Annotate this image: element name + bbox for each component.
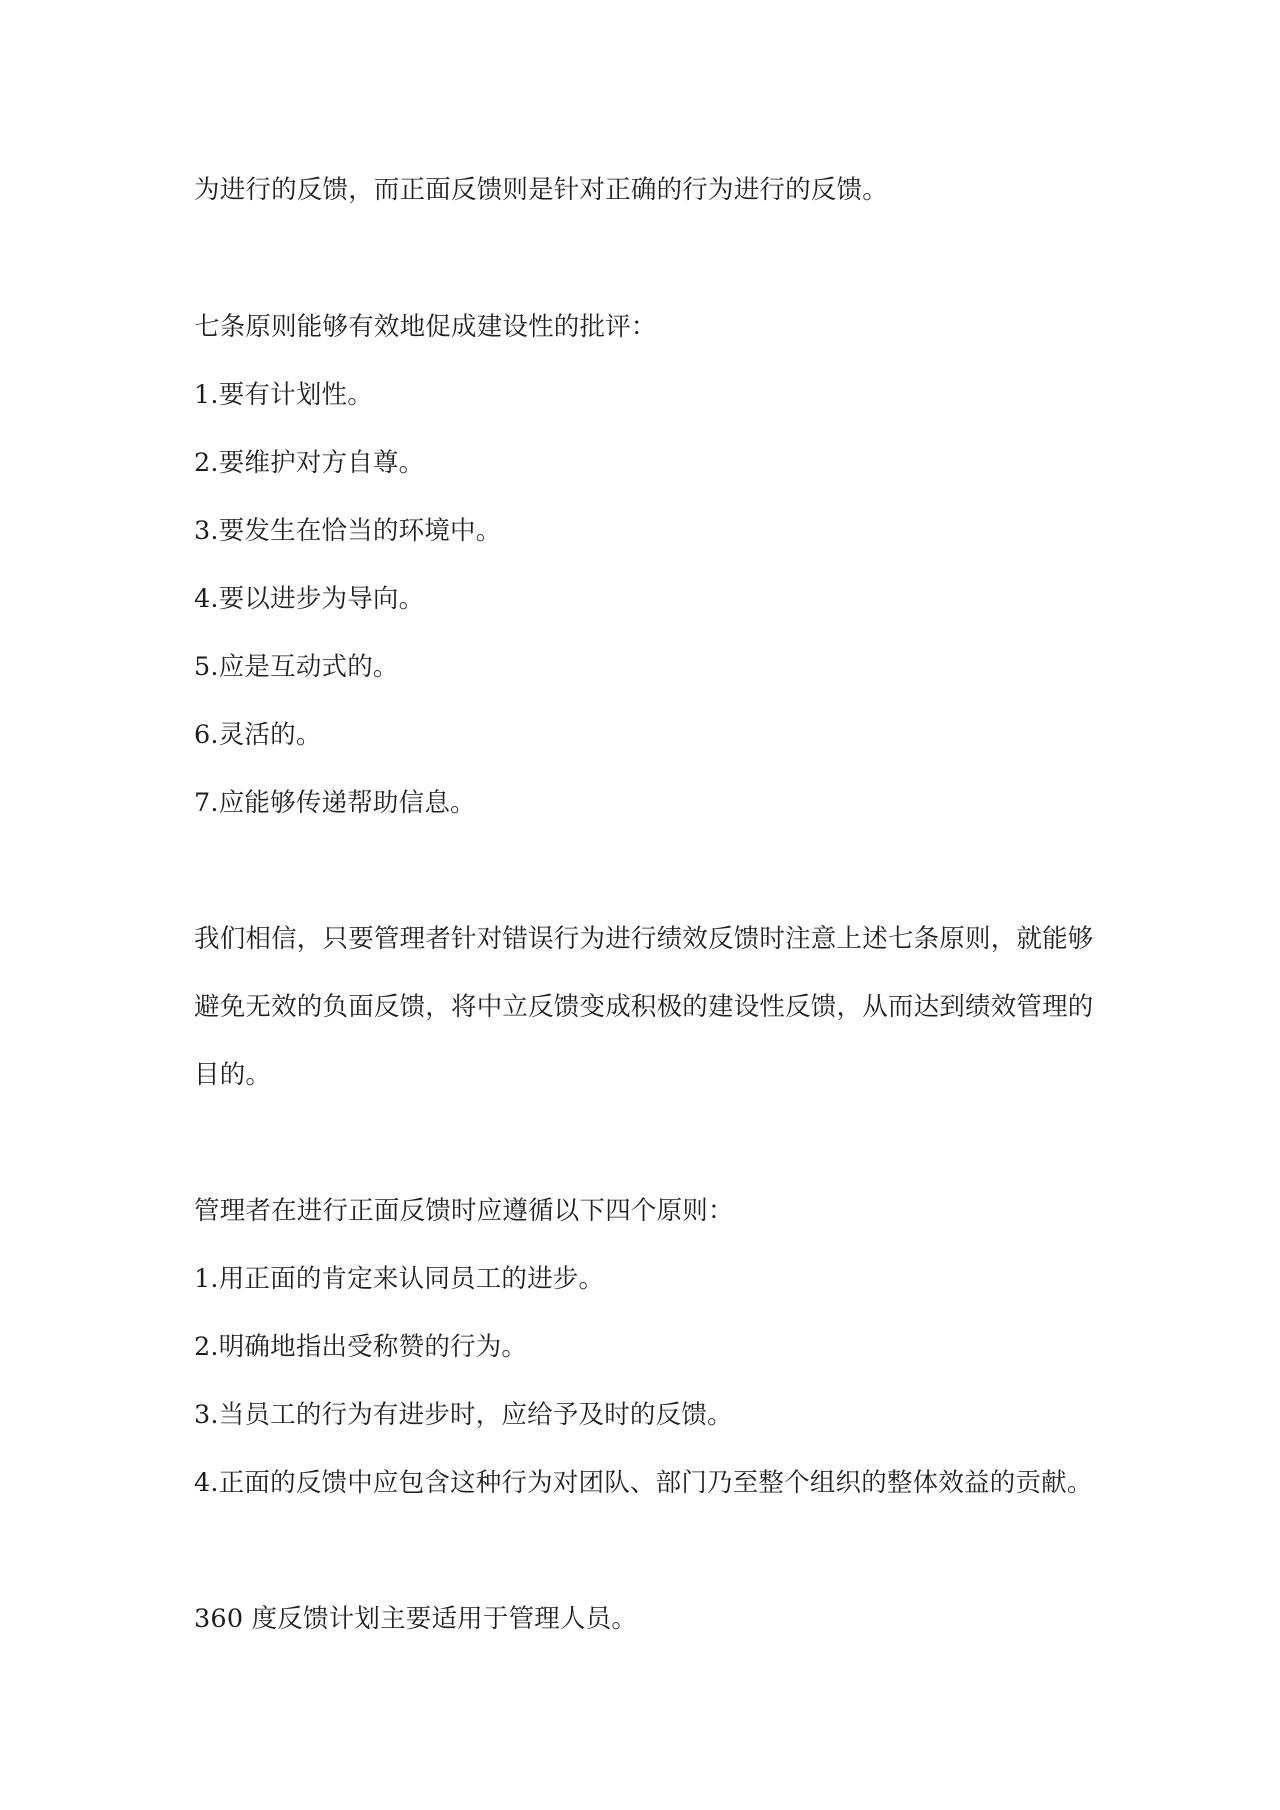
text-line: 为进行的反馈，而正面反馈则是针对正确的行为进行的反馈。 xyxy=(194,175,888,205)
text-line: 目的。 xyxy=(194,1060,272,1090)
list-item: 4.正面的反馈中应包含这种行为对团队、部门乃至整个组织的整体效益的贡献。 xyxy=(194,1468,1093,1498)
list-item: 6.灵活的。 xyxy=(194,720,322,750)
list-item: 1.要有计划性。 xyxy=(194,380,373,410)
list-item: 2.要维护对方自尊。 xyxy=(194,448,425,478)
list-item: 3.当员工的行为有进步时，应给予及时的反馈。 xyxy=(194,1400,733,1430)
list-item: 4.要以进步为导向。 xyxy=(194,584,425,614)
text-line: 管理者在进行正面反馈时应遵循以下四个原则： xyxy=(194,1196,734,1226)
text-line: 我们相信，只要管理者针对错误行为进行绩效反馈时注意上述七条原则，就能够 xyxy=(194,924,1094,954)
list-item: 1.用正面的肯定来认同员工的进步。 xyxy=(194,1264,605,1294)
text-line: 360 度反馈计划主要适用于管理人员。 xyxy=(194,1604,638,1634)
list-item: 3.要发生在恰当的环境中。 xyxy=(194,516,502,546)
text-line: 七条原则能够有效地促成建设性的批评： xyxy=(194,312,657,342)
list-item: 2.明确地指出受称赞的行为。 xyxy=(194,1332,528,1362)
list-item: 7.应能够传递帮助信息。 xyxy=(194,788,476,818)
text-line: 避免无效的负面反馈，将中立反馈变成积极的建设性反馈，从而达到绩效管理的 xyxy=(194,992,1094,1022)
list-item: 5.应是互动式的。 xyxy=(194,652,399,682)
